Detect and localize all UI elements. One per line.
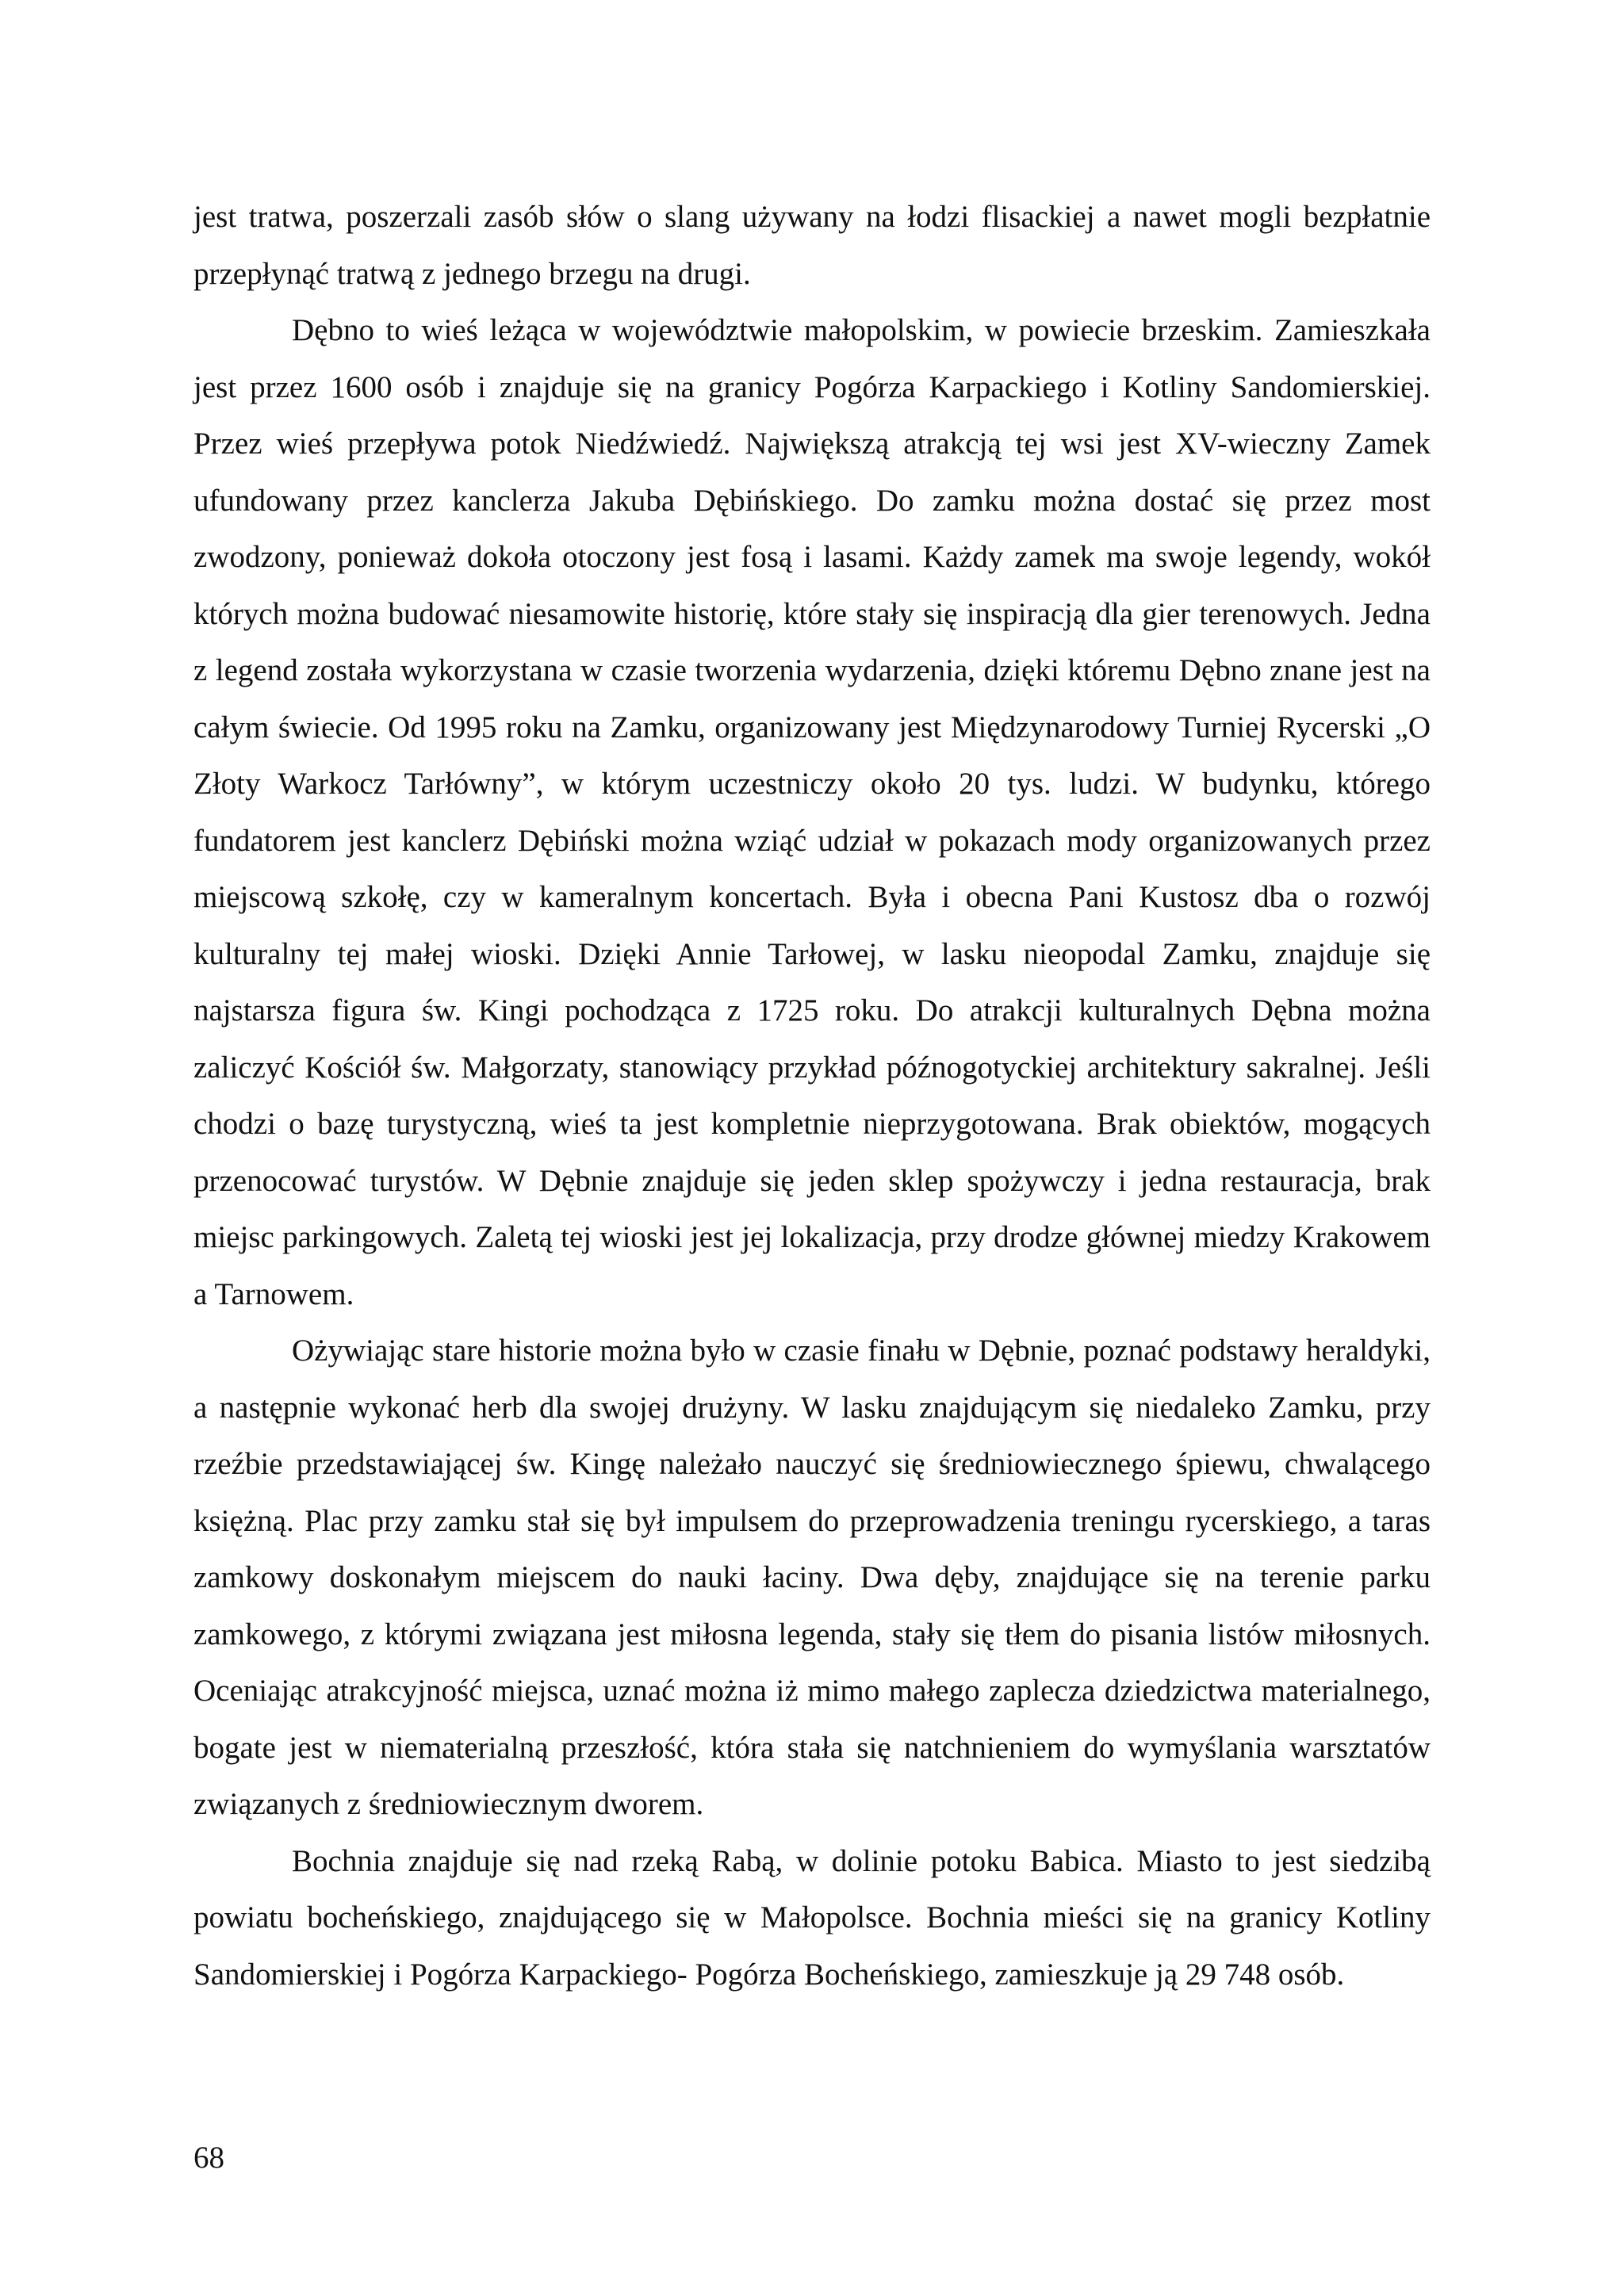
paragraph-finale-debno: Ożywiając stare historie można było w czasie finału w Dębnie, poznać podstawy heraldyki, a następnie wykonać herb dla swojej drużyny. W lasku znajdującym się niedaleko Zamku, przy rzeźbie przedstawiającej św. Kingę należało nauczyć się średniowiecznego śpiewu, chwalącego księżną. Plac przy zamku stał się był impulsem do przeprowadzenia treningu rycerskiego, a taras zamkowy doskonałym miejscem do nauki łaciny. Dwa dęby, znajdujące się na terenie parku zamkowego, z którymi związana jest miłosna legenda, stały się tłem do pisania listów miłosnych. Oceniając atrakcyjność miejsca, uznać można iż mimo małego zaplecza dziedzictwa materialnego, bogate jest w niematerialną przeszłość, która stała się natchnieniem do wymyślania warsztatów związanych z średniowiecznym dworem. xyxy=(193,1334,1431,1821)
page-number: 68 xyxy=(193,2141,224,2175)
paragraph-bochnia: Bochnia znajduje się nad rzeką Rabą, w dolinie potoku Babica. Miasto to jest siedzibą powiatu bocheńskiego, znajdującego się w Małopolsce. Bochnia mieści się na granicy Kotliny Sandomierskiej i Pogórza Karpackiego- Pogórza Bocheńskiego, zamieszkuje ją 29 748 osób. xyxy=(193,1843,1431,1992)
paragraph-debno: Dębno to wieś leżąca w województwie małopolskim, w powiecie brzeskim. Zamieszkała jest przez 1600 osób i znajduje się na granicy Pogórza Karpackiego i Kotliny Sandomierskiej. Przez wieś przepływa potok Niedźwiedź. Największą atrakcją tej wsi jest XV-wieczny Zamek ufundowany przez kanclerza Jakuba Dębińskiego. Do zamku można dostać się przez most zwodzony, ponieważ dokoła otoczony jest fosą i lasami. Każdy zamek ma swoje legendy, wokół których można budować niesamowite historię, które stały się inspiracją dla gier terenowych. Jedna z legend została wykorzystana w czasie tworzenia wydarzenia, dzięki któremu Dębno znane jest na całym świecie. Od 1995 roku na Zamku, organizowany jest Międzynarodowy Turniej Rycerski „O Złoty Warkocz Tarłówny”, w którym uczestniczy około 20 tys. ludzi. W budynku, którego fundatorem jest kanclerz Dębiński można wziąć udział w pokazach mody organizowanych przez miejscową szkołę, czy w kameralnym koncertach. Była i obecna Pani Kustosz dba o rozwój kulturalny tej małej wioski. Dzięki Annie Tarłowej, w lasku nieopodal Zamku, znajduje się najstarsza figura św. Kingi pochodząca z 1725 roku. Do atrakcji kulturalnych Dębna można zaliczyć Kościół św. Małgorzaty, stanowiący przykład późnogotyckiej architektury sakralnej. Jeśli chodzi o bazę turystyczną, wieś ta jest kompletnie nieprzygotowana. Brak obiektów, mogących przenocować turystów. W Dębnie znajduje się jeden sklep spożywczy i jedna restauracja, brak miejsc parkingowych. Zaletą tej wioski jest jej lokalizacja, przy drodze głównej miedzy Krakowem a Tarnowem. xyxy=(193,313,1431,1311)
body-text xyxy=(193,189,1431,2003)
paragraph-continuation: jest tratwa, poszerzali zasób słów o slang używany na łodzi flisackiej a nawet mogli bezpłatnie przepłynąć tratwą z jednego brzegu na drugi. xyxy=(193,200,1431,291)
